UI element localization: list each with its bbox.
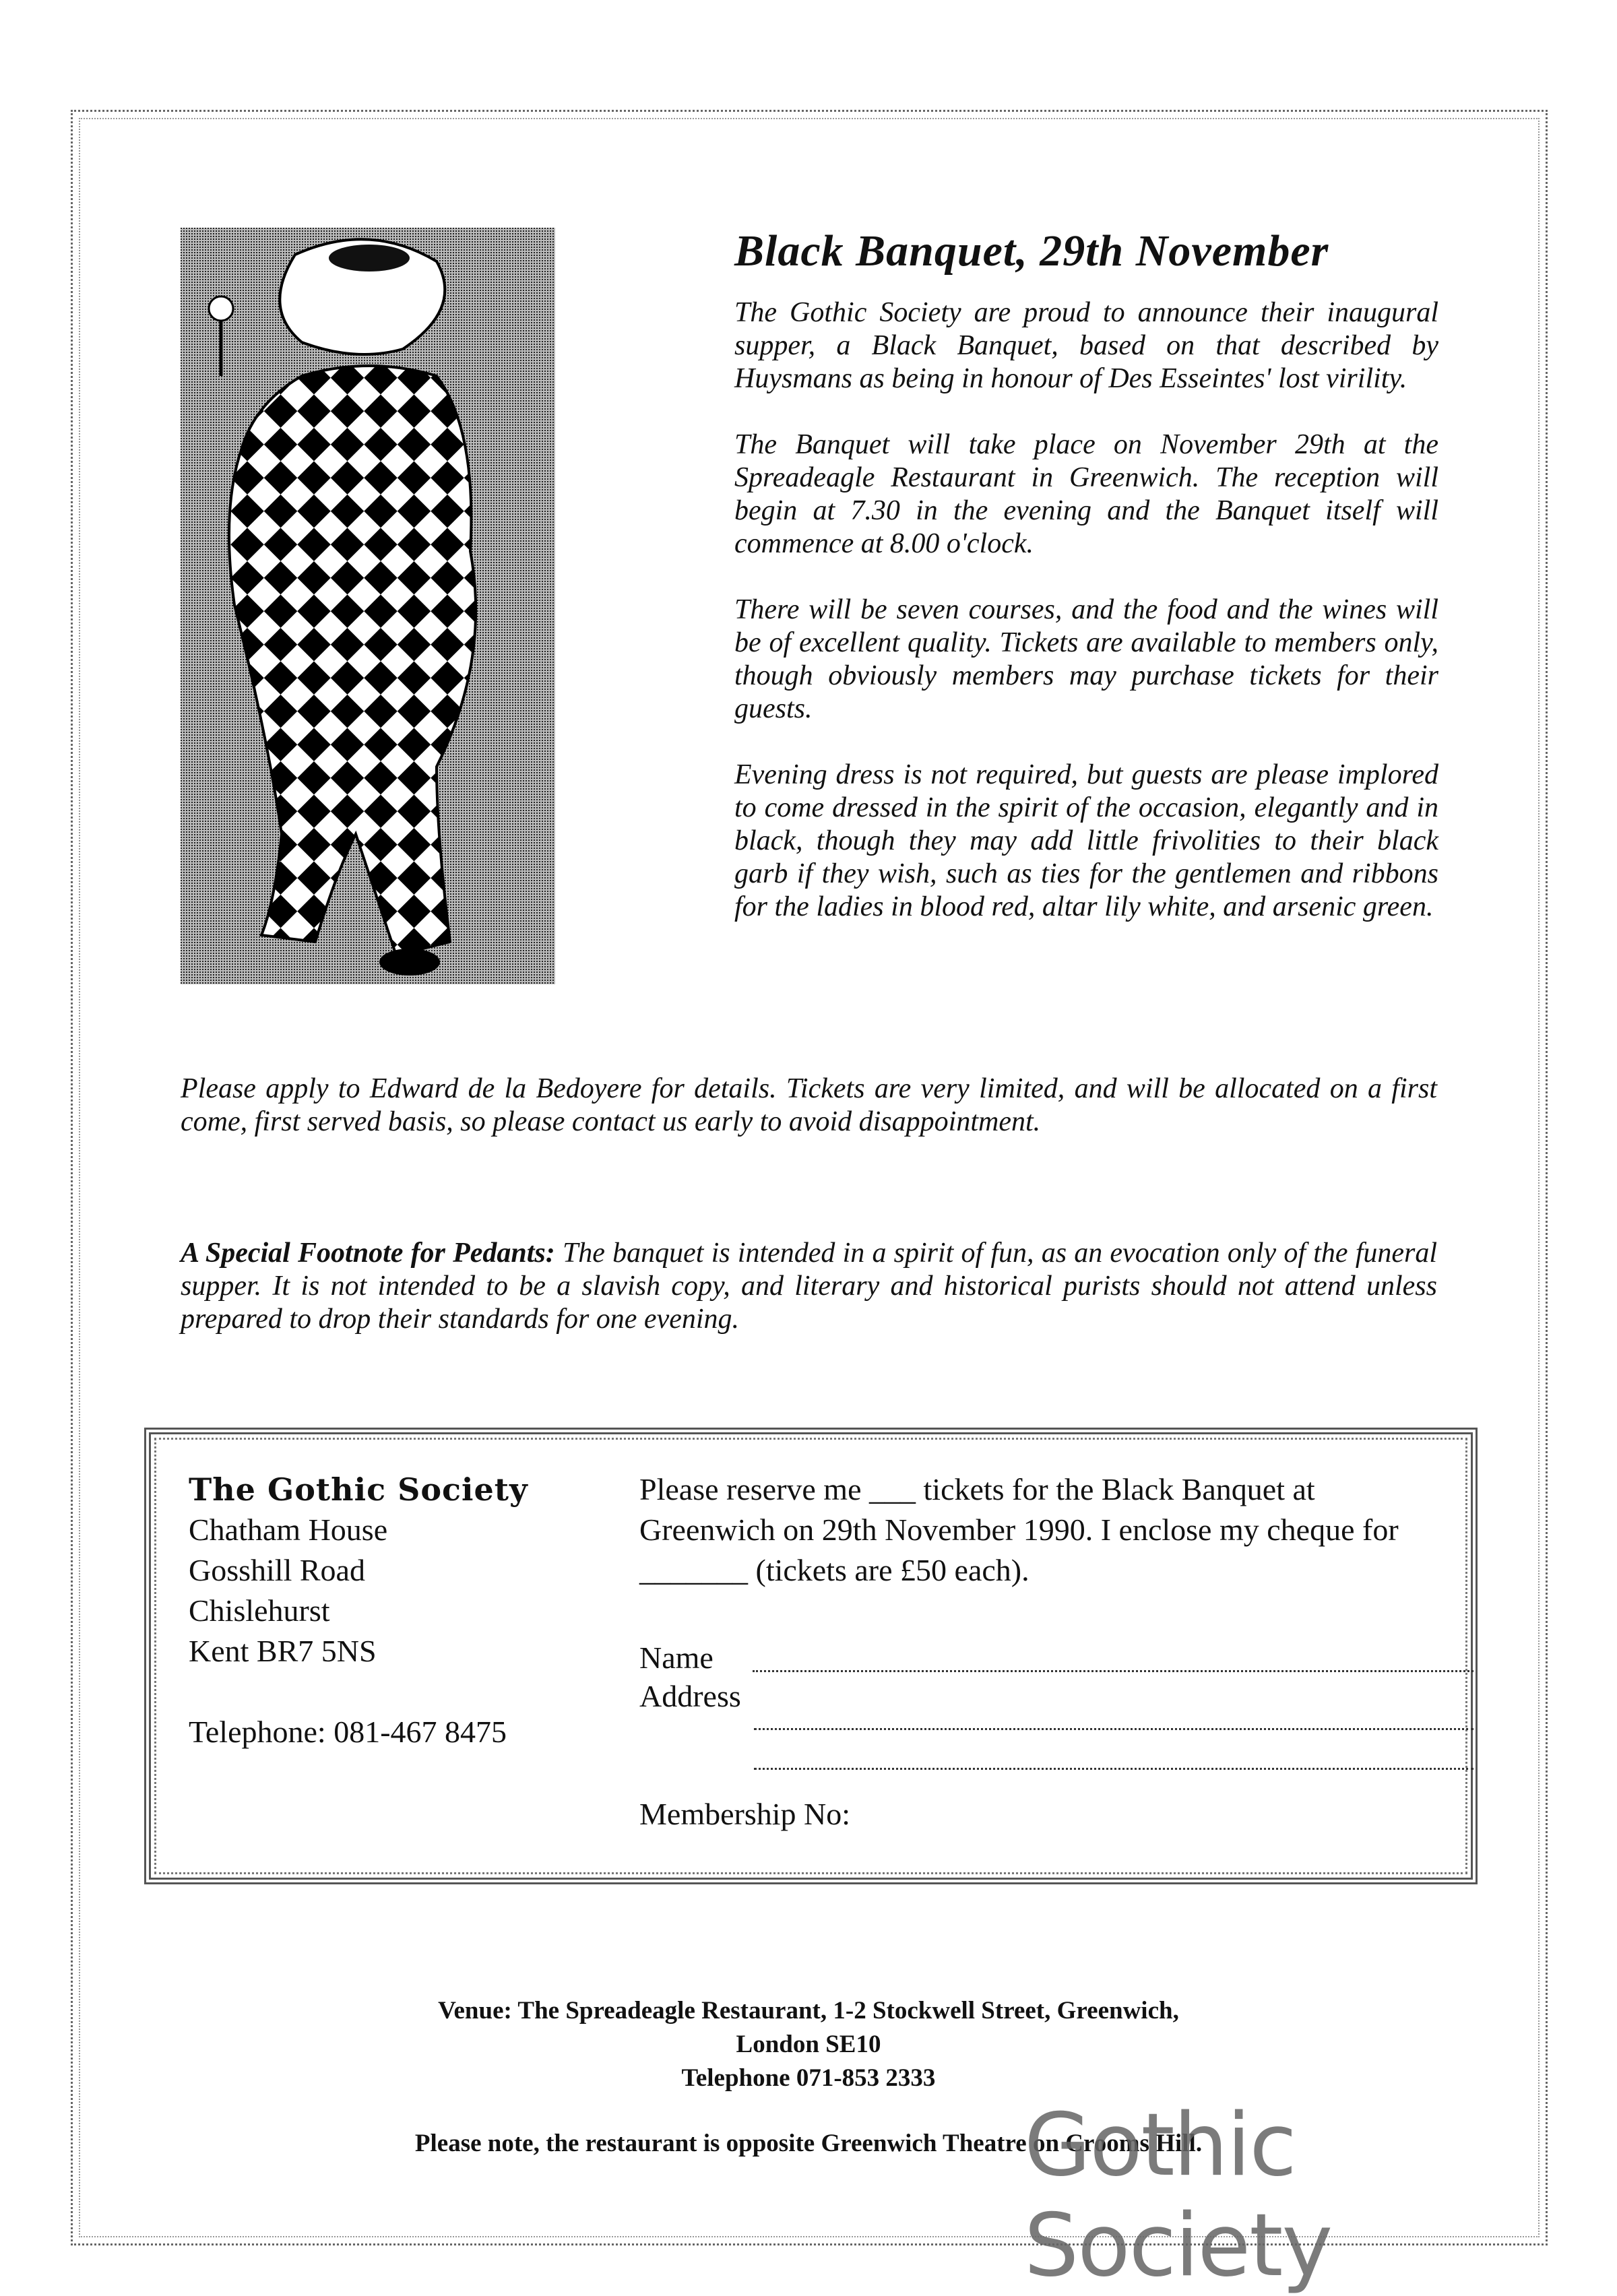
paragraph-venue: The Banquet will take place on November 29th at the Spreadeagle Restaurant in Greenwich. The reception will begin at 7.30 in the evening and the Banquet itself will commence at 8.00 o'clock. — [734, 429, 1438, 559]
harlequin-illustration — [181, 228, 555, 984]
society-telephone: Telephone: 081-467 8475 — [189, 1715, 507, 1749]
reserve-text: Please reserve me ___ tickets for the Black Banquet at Greenwich on 29th November 1990. I enclose my cheque for _______ (tickets are £50 each). — [639, 1472, 1399, 1587]
venue-note: Please note, the restaurant is opposite Greenwich Theatre on Crooms Hill. — [414, 2130, 1203, 2157]
paragraph-dress: Evening dress is not required, but guests are please implored to come dressed in the spirit of the occasion, elegantly and in black, though they may add little frivolities to their black garb if they wish, such as ties for the gentlemen and ribbons for the ladies in blood red, altar lily white, and arsenic green. — [734, 759, 1438, 922]
address-input-line[interactable] — [754, 1728, 1473, 1730]
footnote-heading: A Special Footnote for Pedants: — [181, 1238, 555, 1269]
booking-form — [144, 1428, 1478, 1884]
membership-label: Membership No: — [639, 1797, 851, 1831]
name-label: Name — [639, 1640, 714, 1675]
venue-telephone: Telephone 071-853 2333 — [681, 2064, 936, 2092]
society-address — [189, 1469, 528, 1752]
article-body — [734, 296, 1438, 957]
address-input-line-2[interactable] — [754, 1768, 1473, 1770]
apply-paragraph: Please apply to Edward de la Bedoyere for details. Tickets are very limited, and will be allocated on a first come, first served basis, so please contact us early to avoid disappointment. — [181, 1073, 1437, 1137]
footnote-text: The banquet is intended in a spirit of fun, as an evocation only of the funeral supper. It is not intended to be a slavish copy, and literary and historical purists should not attend unless prepared to drop their standards for one evening. — [181, 1238, 1438, 1335]
paragraph-courses: There will be seven courses, and the food and the wines will be of excellent quality. Tickets are available to members only, though obviously members may purchase tickets for their guests. — [734, 594, 1438, 724]
address-line: Kent BR7 5NS — [189, 1634, 377, 1668]
paragraph-intro: The Gothic Society are proud to announce their inaugural supper, a Black Banquet, based on that described by Huysmans as being in honour of Des Esseintes' lost virility. — [734, 297, 1438, 394]
society-name: The Gothic Society — [189, 1471, 528, 1508]
name-input-line[interactable] — [753, 1670, 1473, 1672]
venue-line: Venue: The Spreadeagle Restaurant, 1-2 Stockwell Street, Greenwich, — [438, 1997, 1179, 2024]
article-title: Black Banquet, 29th November — [734, 226, 1329, 276]
address-line: Chatham House — [189, 1512, 388, 1547]
address-line: Gosshill Road — [189, 1553, 365, 1587]
venue-info — [0, 1994, 1617, 2095]
venue-line: London SE10 — [736, 2031, 881, 2058]
watermark: Gothic Society — [1024, 2095, 1332, 2296]
footnote — [181, 1237, 1437, 1336]
address-line: Chislehurst — [189, 1593, 330, 1628]
address-label: Address — [639, 1679, 741, 1713]
